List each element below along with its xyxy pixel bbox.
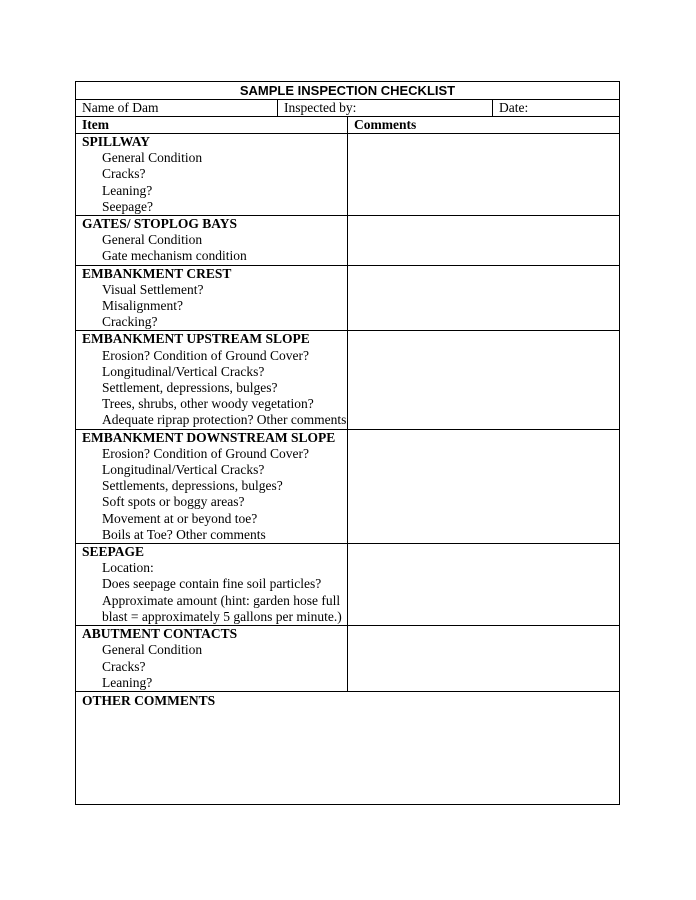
date-field[interactable]: Date: (499, 100, 529, 115)
dam-name-field[interactable]: Name of Dam (76, 100, 278, 116)
checklist-item: General Condition (102, 150, 203, 166)
column-header-row (76, 117, 619, 134)
checklist-item: Soft spots or boggy areas? (102, 494, 245, 510)
section-title: EMBANKMENT DOWNSTREAM SLOPE (82, 429, 336, 445)
inspection-checklist-table (75, 81, 620, 805)
section-title: EMBANKMENT CREST (82, 265, 232, 281)
section-title: ABUTMENT CONTACTS (82, 626, 238, 642)
comments-cell[interactable] (348, 430, 619, 543)
checklist-item: Visual Settlement? (102, 281, 204, 297)
section-gates-stoplog-bays (76, 216, 619, 266)
checklist-item: Erosion? Condition of Ground Cover? (102, 347, 309, 363)
checklist-item: Movement at or beyond toe? (102, 510, 258, 526)
checklist-item: Longitudinal/Vertical Cracks? (102, 363, 265, 379)
section-title: EMBANKMENT UPSTREAM SLOPE (82, 331, 310, 347)
checklist-item: General Condition (102, 232, 203, 248)
section-title: SEEPAGE (82, 544, 145, 560)
checklist-item: Erosion? Condition of Ground Cover? (102, 445, 309, 461)
checklist-item: Adequate riprap protection? Other comments (102, 412, 347, 428)
comments-cell[interactable] (348, 544, 619, 625)
section-items (76, 626, 348, 691)
checklist-item: Boils at Toe? Other comments (102, 526, 266, 542)
info-row (76, 100, 619, 117)
section-embankment-crest (76, 266, 619, 332)
checklist-title: SAMPLE INSPECTION CHECKLIST (76, 82, 619, 100)
checklist-item: Does seepage contain fine soil particles? (102, 576, 322, 592)
checklist-item: General Condition (102, 642, 203, 658)
section-items (76, 266, 348, 331)
checklist-item: Settlement, depressions, bulges? (102, 380, 278, 396)
section-items (76, 134, 348, 215)
comments-cell[interactable] (348, 216, 619, 265)
checklist-item: Longitudinal/Vertical Cracks? (102, 462, 265, 478)
checklist-item: Gate mechanism condition (102, 248, 247, 264)
section-title: GATES/ STOPLOG BAYS (82, 216, 238, 232)
checklist-item: Leaning? (102, 182, 153, 198)
checklist-item: blast = approximately 5 gallons per minute.) (102, 608, 342, 624)
checklist-item: Misalignment? (102, 298, 183, 314)
other-comments-area[interactable] (76, 692, 619, 804)
checklist-item: Trees, shrubs, other woody vegetation? (102, 396, 314, 412)
checklist-item: Seepage? (102, 198, 153, 214)
section-embankment-upstream-slope (76, 331, 619, 429)
section-items (76, 216, 348, 265)
checklist-item: Cracking? (102, 314, 158, 330)
comments-cell[interactable] (348, 331, 619, 428)
comments-cell[interactable] (348, 266, 619, 331)
checklist-item: Cracks? (102, 166, 146, 182)
comments-cell[interactable] (348, 134, 619, 215)
other-comments-title: OTHER COMMENTS (82, 692, 216, 708)
comments-column-header: Comments (354, 117, 417, 132)
checklist-item: Approximate amount (hint: garden hose full (102, 592, 341, 608)
section-seepage (76, 544, 619, 626)
inspected-by-field[interactable]: Inspected by: (278, 100, 493, 116)
section-embankment-downstream-slope (76, 430, 619, 544)
checklist-item: Settlements, depressions, bulges? (102, 478, 283, 494)
section-title: SPILLWAY (82, 134, 151, 149)
section-spillway (76, 134, 619, 216)
comments-cell[interactable] (348, 626, 619, 691)
section-items (76, 544, 348, 625)
section-items (76, 430, 348, 543)
checklist-item: Cracks? (102, 658, 146, 674)
section-abutment-contacts (76, 626, 619, 692)
checklist-item: Leaning? (102, 674, 153, 690)
item-column-header: Item (76, 117, 348, 133)
checklist-item: Location: (102, 560, 154, 576)
section-items (76, 331, 348, 428)
